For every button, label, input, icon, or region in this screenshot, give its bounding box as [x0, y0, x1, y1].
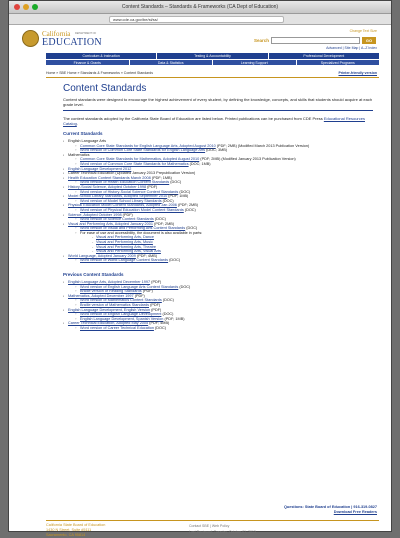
standard-link[interactable]: Common Core State Standards for Mathematics, Adopted August 2010	[80, 157, 200, 162]
file-note: (Updated January 2013 Prepublication Version)	[114, 171, 196, 176]
list-item	[63, 321, 373, 330]
sub-list	[75, 226, 373, 254]
standard-link[interactable]: Word version of Mathematics Content Standards	[80, 298, 162, 303]
file-note: (PDF; 1MB)	[167, 194, 189, 199]
adopted-text: The content standards adopted by the California State Board of Education are listed below. Printed publications can be purchased from CDE Press	[63, 116, 323, 121]
standard-link[interactable]: World Language, Adopted January 2009	[68, 253, 136, 258]
logo-department: DEPARTMENT OF	[75, 32, 97, 35]
standard-link[interactable]: English Language Arts, Adopted December 1997	[68, 280, 151, 285]
standard-link[interactable]: Mathematics, Adopted December 1997	[68, 293, 134, 298]
site-header	[9, 26, 391, 52]
file-note: (PDF; 4MB)	[135, 253, 158, 258]
part-link[interactable]: Visual and Performing Arts, Dance	[96, 235, 154, 240]
file-note: (DOC)	[161, 312, 174, 317]
standard-label: Career Technical Education	[68, 171, 115, 176]
list-item	[63, 280, 373, 294]
file-note: (PDF)	[150, 280, 162, 285]
search-go-button[interactable]: GO	[362, 37, 376, 44]
sub-list-item	[75, 258, 373, 263]
web-page	[9, 26, 391, 537]
standard-link[interactable]: English Language Development 2012	[68, 166, 132, 171]
file-note: (PDF; 2MB) (Modified January 2013 Publication Version)	[199, 157, 296, 162]
sub-list	[75, 258, 373, 263]
logo-education[interactable]: EDUCATION	[42, 37, 102, 48]
file-note: (PDF)	[150, 307, 162, 312]
search-input[interactable]	[271, 37, 360, 44]
file-note: (PDF)	[146, 184, 158, 189]
list-item	[63, 153, 373, 167]
footer-links[interactable]: Contact SBE | Web Policy	[189, 524, 230, 528]
file-note: (DOC; 1MB)	[188, 161, 211, 166]
standard-link[interactable]: Common Core State Standards for English Language Arts, Adopted August 2010	[80, 143, 216, 148]
parts-list	[92, 235, 373, 253]
standard-link[interactable]: Word version of Health Education Content Standards	[80, 180, 170, 185]
file-note: (DOC)	[153, 325, 166, 330]
main-content	[63, 83, 373, 331]
standard-link[interactable]: English Language Development, Spanish Version	[80, 316, 164, 321]
nav-item-row2-3[interactable]: Specialized Programs	[320, 61, 355, 65]
logo-california[interactable]: California	[42, 30, 71, 38]
file-note: (PDF; 2MB)	[153, 221, 175, 226]
standard-link[interactable]: Braille version of Mathematics Standards	[80, 303, 150, 307]
standard-link[interactable]: Braille version of Reading Standards	[80, 289, 142, 294]
list-item	[63, 294, 373, 308]
file-note: (PDF; 1MB)	[150, 175, 172, 180]
printer-friendly-link[interactable]: Printer-friendly version	[338, 71, 377, 75]
address-bar	[9, 14, 391, 25]
sub-list-item	[75, 326, 373, 331]
standard-link[interactable]: Word version of Science Content Standards	[80, 217, 154, 222]
sub-list	[75, 144, 373, 153]
list-item	[63, 222, 373, 254]
file-note: (PDF)	[141, 289, 153, 294]
utility-links[interactable]: Advanced | Site Map | A–Z Index	[326, 46, 377, 50]
sub-list	[75, 326, 373, 331]
content-divider	[63, 110, 373, 111]
standard-link[interactable]: Visual and Performing Arts, Adopted January 2001	[68, 221, 153, 226]
current-standards-list	[63, 139, 373, 263]
file-note: (DOC)	[161, 298, 174, 303]
previous-standards-heading: Previous Content Standards	[63, 272, 124, 278]
nav-item-row2-2[interactable]: Learning Support	[213, 60, 297, 65]
standard-link[interactable]: Word version of World Language Content Standards	[80, 258, 169, 263]
footer-meta	[189, 523, 256, 535]
standard-label: English Language Arts	[68, 139, 106, 143]
file-note: (DOC)	[183, 207, 196, 212]
standard-link[interactable]: Model School Library Standards, Adopted September 2010	[68, 194, 168, 199]
sub-list-item	[75, 231, 373, 254]
part-link[interactable]: Visual and Performing Arts, Visual Arts	[96, 249, 161, 254]
list-item	[63, 203, 373, 212]
list-item	[63, 254, 373, 263]
catalog-link[interactable]: Educational Resources Catalog	[63, 116, 365, 126]
footer-address-line3: Sacramento, CA 95814	[46, 533, 86, 537]
sub-list	[75, 285, 373, 294]
file-note: (DOC; 3MB)	[205, 148, 228, 153]
standard-link[interactable]: Word version of Common Core State Standards for English Language Arts	[80, 148, 206, 153]
file-note: (PDF; 1MB)	[163, 316, 185, 321]
standard-link[interactable]: English Language Development, English Version	[68, 307, 151, 312]
part-link[interactable]: Visual and Performing Arts, Music	[96, 240, 153, 245]
file-note: (DOC)	[169, 180, 182, 185]
list-item	[63, 185, 373, 194]
primary-nav-row2	[46, 59, 379, 65]
footer-address-line2: 1430 N Street, Suite #5111	[46, 528, 92, 532]
footer-address-line1: California State Board of Education	[46, 523, 106, 527]
browser-window	[8, 0, 392, 537]
standard-label: Mathematics	[68, 152, 90, 157]
questions-block	[284, 505, 377, 515]
standard-link[interactable]: Word version of Physical Education Model Content Standards	[80, 207, 184, 212]
current-standards-heading: Current Standards	[63, 131, 103, 136]
title-bar	[9, 1, 391, 14]
standard-link[interactable]: Word version of History-Social Science Content Standards	[80, 189, 179, 194]
standard-link[interactable]: Career Technical Education, Adopted May 2005	[68, 321, 149, 326]
file-note: (DOC)	[178, 189, 191, 194]
state-seal-icon[interactable]	[22, 30, 39, 47]
nav-item-row1-2[interactable]: Professional Development	[303, 54, 345, 58]
list-item	[63, 176, 373, 185]
file-note: (PDF; 2MB) (Modified March 2013 Publication Version)	[215, 143, 310, 148]
sub-list	[75, 312, 373, 321]
adopted-paragraph: The content standards adopted by the California State Board of Education are listed below. Printed publications can be purchased from CDE Press Educational Resources Catalog.	[63, 116, 365, 126]
standard-link[interactable]: Word version of Common Core State Standards for Mathematics	[80, 161, 189, 166]
standard-link[interactable]: Word version of Model School Library Standards	[80, 198, 162, 203]
list-item	[63, 308, 373, 322]
last-reviewed: Last Reviewed: Tuesday, October 01, 2013	[189, 530, 256, 534]
standard-link[interactable]: Word version of Career Technical Education	[80, 325, 154, 330]
file-note: (PDF; 4MB)	[148, 321, 170, 326]
window-title: Content Standards – Standards & Frameworks (CA Dept of Education)	[121, 4, 279, 10]
standard-link[interactable]: Science, Adopted October 1998	[68, 212, 122, 217]
standard-label: For ease of use and accessibility, the document is also available in parts:	[80, 230, 203, 235]
nav-item-row2-1[interactable]: Data & Statistics	[130, 60, 214, 65]
sub-list	[75, 298, 373, 307]
file-note: (DOC)	[161, 198, 174, 203]
file-note: (PDF)	[121, 212, 133, 217]
file-note: (PDF)	[133, 293, 145, 298]
file-note: (DOC)	[153, 217, 166, 222]
standard-link[interactable]: Health Education Content Standards March 2008	[68, 175, 151, 180]
standard-link[interactable]: Word version of English Language Development	[80, 312, 162, 317]
file-note: (DOC)	[185, 226, 198, 231]
breadcrumb[interactable]: Home » SBE Home » Standards & Frameworks » Content Standards	[46, 71, 153, 75]
standard-link[interactable]: Physical Education Model Content Standards, Adopted Jan 2006	[68, 203, 177, 208]
standard-link[interactable]: History-Social Science, Adopted October 1998	[68, 184, 147, 189]
list-item	[63, 139, 373, 153]
page-title: Content Standards	[63, 83, 147, 94]
list-item	[63, 213, 373, 222]
list-item	[63, 194, 373, 203]
url-input[interactable]: www.cde.ca.gov/be/st/ss/	[109, 16, 284, 23]
sub-list	[75, 157, 373, 166]
questions-contact[interactable]: Questions: State Board of Education | 916-319-0827	[283, 505, 377, 509]
file-note: (PDF)	[149, 303, 161, 307]
standard-link[interactable]: Word version of English Language Arts Content Standards	[80, 284, 179, 289]
download-readers-link[interactable]: Download Free Readers	[333, 510, 377, 514]
intro-paragraph: Content standards were designed to encourage the highest achievement of every student, by defining the knowledge, concepts, and skills that students should acquire at each grade level.	[63, 97, 373, 107]
file-note: (PDF; 2MB)	[176, 203, 199, 208]
file-note: (DOC)	[168, 258, 181, 263]
nav-item-row2-0[interactable]: Finance & Grants	[46, 60, 130, 65]
footer-divider	[46, 520, 379, 521]
nav-item-row1-0[interactable]: Curriculum & Instruction	[46, 53, 157, 59]
file-note: (DOC)	[178, 284, 191, 289]
header-divider	[46, 77, 379, 78]
search-label: Search	[254, 38, 270, 43]
standard-link[interactable]: Word version of Visual and Performing Arts Content Standards	[80, 226, 186, 231]
part-link[interactable]: Visual and Performing Arts, Theatre	[96, 244, 157, 249]
previous-standards-list	[63, 280, 373, 331]
nav-item-row1-1[interactable]: Testing & Accountability	[157, 53, 268, 59]
change-text-size-link[interactable]: Change Text Size	[349, 29, 377, 33]
